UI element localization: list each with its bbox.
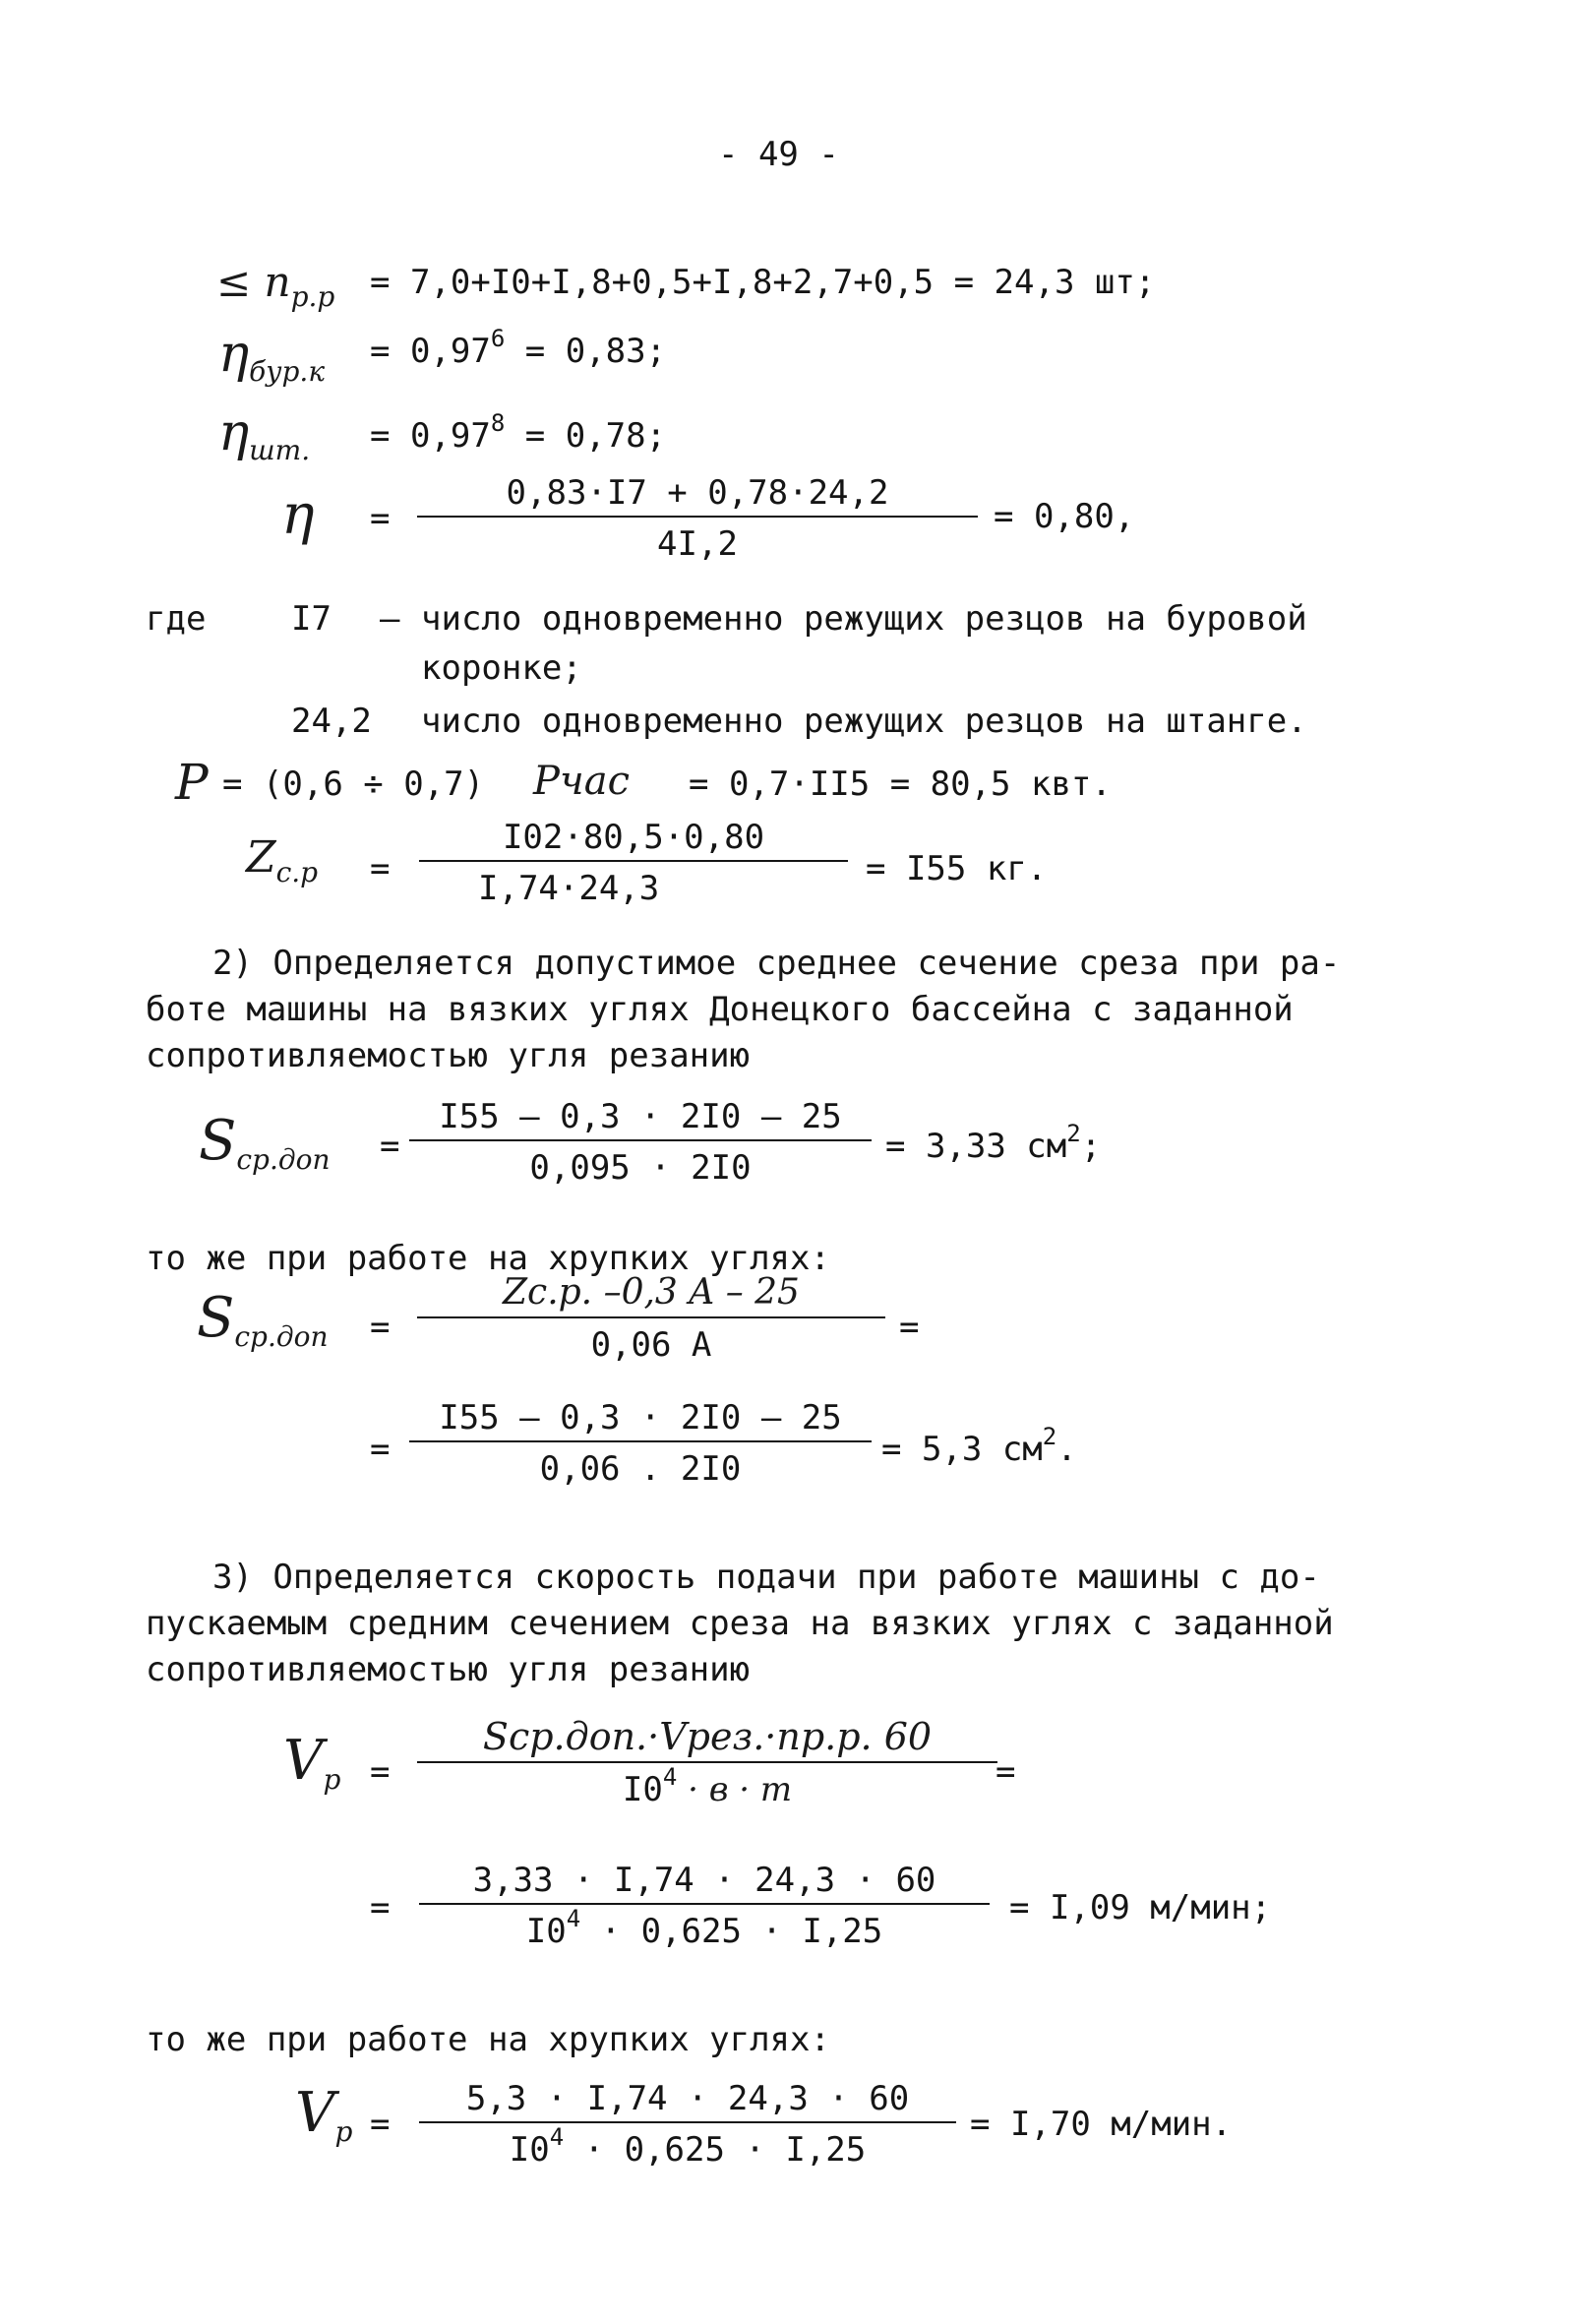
eta-bit-rhs-base: = 0,97	[370, 332, 491, 371]
s1-fraction	[409, 1097, 872, 1188]
z-numerator: I02·80,5·0,80	[419, 821, 848, 862]
v1-denominator-exponent: 4	[662, 1763, 678, 1791]
equation-eta-rod	[218, 403, 311, 466]
s2b-fraction	[409, 1398, 872, 1489]
v2-result: = I,70 м/мин.	[970, 2105, 1233, 2144]
z-fraction	[419, 818, 848, 908]
s1-result-end: ;	[1080, 1127, 1102, 1166]
equation-z	[246, 832, 319, 888]
v2-subscript: p	[334, 2115, 353, 2148]
paragraph-3-line-3: сопротивляемостью угля резанию	[146, 1650, 751, 1689]
v1b-equals: =	[370, 1888, 391, 1927]
s1-result-exponent: 2	[1066, 1120, 1081, 1147]
sum-lhs: ≤ n	[216, 258, 291, 306]
where-text-2: число одновременно режущих резцов на штанге.	[421, 702, 1307, 741]
s2b-result-end: .	[1056, 1430, 1077, 1469]
s2-lhs: S	[197, 1286, 235, 1350]
v1b-denominator-rest: · 0,625 · I,25	[580, 1912, 883, 1951]
eta-bit-rhs	[370, 325, 667, 371]
same-fragile-label-2: то же при работе на хрупких углях:	[146, 2020, 830, 2059]
where-value-17: I7	[291, 599, 332, 639]
eta-lhs: η	[281, 483, 315, 547]
eta-rod-rhs	[370, 409, 667, 456]
v2-fraction	[419, 2079, 956, 2170]
s2-trailing-equals: =	[899, 1308, 920, 1347]
s2b-result	[881, 1423, 1077, 1469]
paragraph-3	[146, 1555, 1424, 1693]
s1-lhs: S	[199, 1109, 237, 1173]
v1-equals: =	[370, 1752, 391, 1792]
where-value-24-2: 24,2	[291, 702, 372, 741]
eta-bit-subscript: бур.к	[249, 355, 326, 388]
s1-equals: =	[380, 1127, 400, 1166]
v2-denominator-exponent: 4	[549, 2123, 565, 2151]
power-range: = (0,6 ÷ 0,7)	[222, 764, 485, 804]
eta-rod-exponent: 8	[490, 409, 506, 437]
v2-denominator-rest: · 0,625 · I,25	[564, 2130, 867, 2170]
v1b-denominator	[419, 1905, 990, 1951]
sum-rhs: = 7,0+I0+I,8+0,5+I,8+2,7+0,5 = 24,3 шт;	[370, 263, 1156, 302]
z-lhs: Z	[246, 832, 276, 883]
s1-denominator: 0,095 · 2I0	[529, 1148, 752, 1188]
eta-bit-lhs: η	[218, 325, 250, 384]
paragraph-2-line-1: 2) Определяется допустимое среднее сечение среза при ра-	[212, 944, 1341, 983]
s2b-denominator: 0,06 . 2I0	[539, 1449, 742, 1489]
v1-denominator-base: I0	[622, 1770, 663, 1809]
s1-result-value: = 3,33 см	[885, 1127, 1067, 1166]
equation-s-viscous	[199, 1109, 331, 1176]
v1b-denominator-base: I0	[525, 1912, 567, 1951]
eta-fraction	[417, 473, 978, 564]
s2-fraction	[417, 1272, 885, 1365]
equation-v-fragile	[295, 2081, 353, 2148]
v2-denominator-base: I0	[509, 2130, 550, 2170]
v1b-denominator-exponent: 4	[566, 1905, 581, 1932]
eta-rod-subscript: шт.	[249, 434, 311, 466]
v1-fraction	[417, 1715, 997, 1809]
sum-lhs-subscript: p.p	[290, 280, 335, 313]
power-hourly: Pчас	[533, 759, 631, 804]
v2-equals: =	[370, 2105, 391, 2144]
v2-lhs: V	[295, 2081, 335, 2145]
eta-equals: =	[370, 499, 391, 538]
v1b-fraction	[419, 1861, 990, 1951]
eta-bit-exponent: 6	[490, 325, 506, 352]
z-denominator: I,74·24,3	[478, 869, 660, 908]
paragraph-3-line-2: пускаемым средним сечением среза на вязких углях с заданной	[146, 1604, 1334, 1643]
eta-rod-lhs: η	[218, 403, 250, 462]
s2-equals: =	[370, 1308, 391, 1347]
s2-denominator: 0,06 A	[590, 1325, 712, 1365]
s1-subscript: cp.доп	[236, 1143, 331, 1176]
paragraph-2	[146, 941, 1424, 1079]
eta-numerator: 0,83·I7 + 0,78·24,2	[417, 476, 978, 518]
page-number: - 49 -	[718, 135, 839, 174]
equation-v-viscous	[283, 1729, 341, 1796]
eta-rod-rhs-result: = 0,78;	[505, 416, 667, 456]
eta-result: = 0,80,	[994, 497, 1135, 536]
s1-numerator: I55 – 0,3 · 2I0 – 25	[409, 1100, 872, 1141]
v1-denominator-rest: · в · m	[677, 1770, 793, 1809]
equation-s-fragile	[197, 1286, 329, 1353]
equation-eta-bit	[218, 325, 326, 388]
s2-subscript: cp.доп	[234, 1320, 329, 1353]
z-subscript: c.p	[275, 856, 319, 888]
v1b-numerator: 3,33 · I,74 · 24,3 · 60	[419, 1864, 990, 1905]
v2-numerator: 5,3 · I,74 · 24,3 · 60	[419, 2082, 956, 2123]
same-fragile-label-1: то же при работе на хрупких углях:	[146, 1239, 830, 1278]
eta-rod-rhs-base: = 0,97	[370, 416, 491, 456]
v2-denominator	[419, 2123, 956, 2170]
where-word: где	[146, 599, 207, 639]
equation-sum-cutters	[216, 258, 335, 313]
where-text-1-cont: коронке;	[421, 648, 582, 688]
where-text-1: число одновременно режущих резцов на буровой	[421, 599, 1307, 639]
v1-numerator: Sср.доп.·Vрез.·np.p. 60	[417, 1718, 997, 1763]
s1-result	[885, 1120, 1102, 1166]
v1-subscript: p	[323, 1763, 341, 1796]
s2b-equals: =	[370, 1430, 391, 1469]
z-equals: =	[370, 849, 391, 888]
eta-denominator: 4I,2	[657, 524, 738, 564]
eta-bit-rhs-result: = 0,83;	[505, 332, 667, 371]
v1-trailing-equals: =	[996, 1752, 1016, 1792]
v1-denominator	[417, 1763, 997, 1809]
power-rhs: = 0,7·II5 = 80,5 квт.	[689, 764, 1112, 804]
paragraph-2-line-3: сопротивляемостью угля резанию	[146, 1036, 751, 1075]
s2b-numerator: I55 – 0,3 · 2I0 – 25	[409, 1401, 872, 1442]
z-result: = I55 кг.	[866, 849, 1048, 888]
power-lhs: P	[175, 754, 209, 811]
s2b-result-value: = 5,3 см	[881, 1430, 1043, 1469]
paragraph-2-line-2: боте машины на вязких углях Донецкого бассейна с заданной	[146, 990, 1294, 1029]
s2-numerator: Zc.p. –0,3 A – 25	[417, 1275, 885, 1318]
v1b-result: = I,09 м/мин;	[1009, 1888, 1272, 1927]
where-dash: –	[380, 599, 400, 639]
v1-lhs: V	[283, 1729, 324, 1793]
paragraph-3-line-1: 3) Определяется скорость подачи при работе машины с до-	[212, 1558, 1320, 1597]
s2b-result-exponent: 2	[1042, 1423, 1057, 1450]
